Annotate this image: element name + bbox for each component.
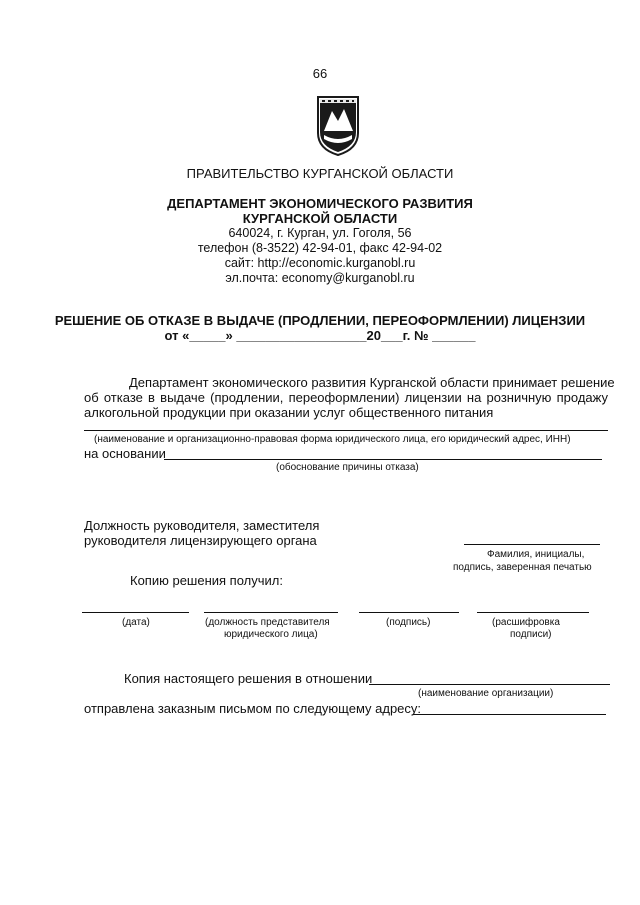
department-site: сайт: http://economic.kurganobl.ru (224, 256, 416, 270)
entity-fill-line (84, 430, 608, 431)
body-line-1: Департамент экономического развития Курганской области принимает решение (129, 375, 615, 390)
body-line-3: алкогольной продукции при оказании услуг общественного питания (84, 405, 494, 420)
organization-fill-line (369, 684, 610, 685)
decision-date-line: от «_____» __________________20___г. № ______ (164, 328, 476, 343)
col-signature-caption: (подпись) (386, 617, 431, 628)
department-address: 640024, г. Курган, ул. Гоголя, 56 (228, 226, 412, 240)
basis-fill-line (164, 459, 602, 460)
caption-reason: (обоснование причины отказа) (276, 462, 419, 473)
department-phone: телефон (8-3522) 42-94-01, факс 42-94-02 (197, 241, 443, 255)
coat-of-arms-icon (316, 95, 360, 157)
decision-title: РЕШЕНИЕ ОБ ОТКАЗЕ В ВЫДАЧЕ (ПРОДЛЕНИИ, ПЕРЕОФОРМЛЕНИИ) ЛИЦЕНЗИИ (54, 313, 586, 328)
caption-organization: (наименование организации) (418, 688, 554, 699)
signatory-position-line1: Должность руководителя, заместителя (84, 518, 320, 533)
sent-text: отправлена заказным письмом по следующему адресу: (84, 701, 422, 716)
department-name-line1: ДЕПАРТАМЕНТ ЭКОНОМИЧЕСКОГО РАЗВИТИЯ (167, 196, 473, 211)
signature-fill-line (464, 544, 600, 545)
col-decode-caption-2: подписи) (510, 629, 552, 640)
decode-fill-line (477, 612, 589, 613)
caption-entity: (наименование и организационно-правовая форма юридического лица, его юридический адрес, ИНН) (94, 434, 571, 445)
basis-label: на основании (84, 446, 166, 461)
page-number: 66 (312, 66, 328, 81)
col-position-caption-2: юридического лица) (224, 629, 318, 640)
department-email: эл.почта: economy@kurganobl.ru (225, 271, 415, 285)
signature-col-fill-line (359, 612, 459, 613)
address-fill-line (413, 714, 606, 715)
signatory-position-line2: руководителя лицензирующего органа (84, 533, 317, 548)
body-line-2: об отказе в выдаче (продлении, переоформлении) лицензии на розничную продажу (84, 390, 608, 405)
signature-caption-line2: подпись, заверенная печатью (453, 562, 592, 573)
col-decode-caption-1: (расшифровка (492, 617, 560, 628)
date-fill-line (82, 612, 189, 613)
copy-text: Копия настоящего решения в отношении (124, 671, 373, 686)
col-date-caption: (дата) (122, 617, 150, 628)
receipt-label: Копию решения получил: (130, 573, 283, 588)
col-position-caption-1: (должность представителя (205, 617, 330, 628)
government-name: ПРАВИТЕЛЬСТВО КУРГАНСКОЙ ОБЛАСТИ (186, 166, 454, 181)
position-fill-line (204, 612, 338, 613)
department-name-line2: КУРГАНСКОЙ ОБЛАСТИ (242, 211, 398, 226)
signature-caption-line1: Фамилия, инициалы, (487, 549, 585, 560)
